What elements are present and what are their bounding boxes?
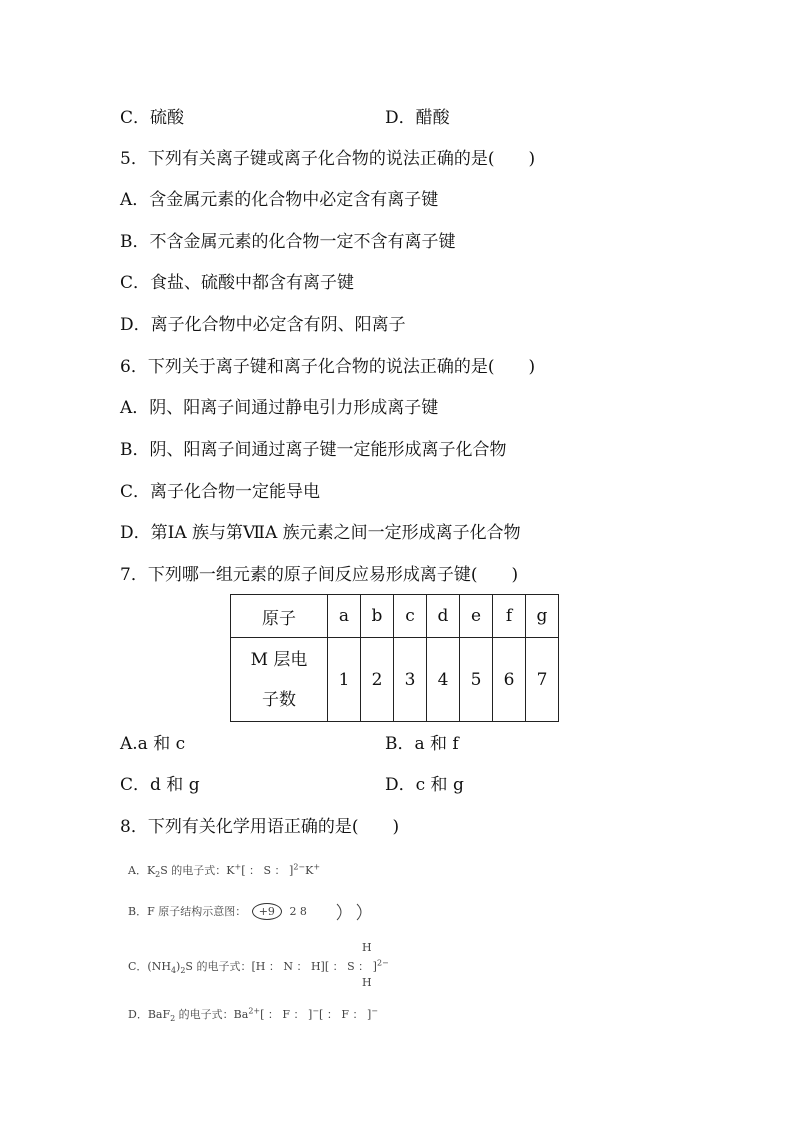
electron-cell: 5 [460,638,493,722]
q8-a-plus2: + [313,862,321,872]
q7-table [230,594,559,722]
q5-stem: 5．下列有关离子键或离子化合物的说法正确的是( ) [120,149,536,169]
q5-option-c: C．食盐、硫酸中都含有离子键 [120,273,355,293]
q8-a-plus1: + [234,862,242,872]
q8-c-h-top: H [362,941,372,954]
q8-b-shells: 2 8 [289,905,307,918]
q8-d-charge: 2+ [248,1006,261,1016]
q5-option-d: D．离子化合物中必定含有阴、阳离子 [120,315,406,335]
q8-b-shell-arcs [333,902,393,922]
q4-option-c: C．硫酸 [120,108,185,128]
q8-d-formula2: [ ： F ： ] [319,1008,372,1021]
q8-option-c [128,958,389,975]
q7-option-b: B．a 和 f [385,734,459,754]
q8-a-formula: [ ： S ： ] [241,864,294,877]
atom-cell: a [328,595,361,638]
q8-d-prefix: D．BaF [128,1008,171,1021]
table-row-label [231,638,328,722]
q7-option-a: A.a 和 c [120,734,186,754]
table-header-label: 原子 [231,595,328,638]
q8-d-minus1: − [312,1006,320,1016]
atom-cell: c [394,595,427,638]
q8-option-a [128,862,320,879]
electron-cell: 2 [361,638,394,722]
q8-c-sub: 4 [170,966,177,976]
q5-option-b: B．不含金属元素的化合物一定不含有离子键 [120,232,456,252]
electron-cell: 1 [328,638,361,722]
q8-c-prefix: C．(NH [128,960,171,973]
q8-c-h-bottom: H [362,976,372,989]
q4-option-d: D．醋酸 [385,108,450,128]
q6-option-b: B．阴、阳离子间通过离子键一定能形成离子化合物 [120,440,507,460]
electron-cell: 6 [493,638,526,722]
table-row [231,595,559,638]
q6-stem: 6．下列关于离子键和离子化合物的说法正确的是( ) [120,357,536,377]
q8-c-charge: 2− [376,958,389,968]
q8-c-tail: S 的电子式： [185,960,252,973]
q6-option-d: D．第ⅠA 族与第ⅦA 族元素之间一定形成离子化合物 [120,523,521,543]
q8-d-sub: 2 [170,1014,176,1024]
q6-option-c: C．离子化合物一定能导电 [120,482,321,502]
atom-cell: b [361,595,394,638]
q7-option-d: D．c 和 g [385,775,464,795]
q8-b-label: B．F 原子结构示意图： [128,905,247,918]
row-label-text: M 层电子数 [250,649,308,710]
q7-option-c: C．d 和 g [120,775,200,795]
q8-d-formula1: [ ： F ： ] [260,1008,313,1021]
q8-a-charge: 2− [293,862,306,872]
q8-a-sub: 2 [155,870,161,880]
q6-option-a: A．阴、阳离子间通过静电引力形成离子键 [120,398,439,418]
q8-a-tail: K [305,864,314,877]
q8-d-mid: 的电子式：Ba [175,1008,249,1021]
q8-c-formula: [H ： N ： H][ ： S ： ] [251,960,377,973]
atom-cell: g [526,595,559,638]
atom-cell: f [493,595,526,638]
q8-c-sub2: 2 [180,966,186,976]
electron-cell: 3 [394,638,427,722]
q8-b-nucleus: +9 [252,903,282,920]
q8-a-mid: S 的电子式：K [160,864,235,877]
q7-stem: 7．下列哪一组元素的原子间反应易形成离子键( ) [120,565,519,585]
q8-c-mid: ) [176,960,181,973]
electron-cell: 4 [427,638,460,722]
atom-cell: d [427,595,460,638]
table-row [231,638,559,722]
atom-cell: e [460,595,493,638]
q8-option-d [128,1006,378,1023]
electron-cell: 7 [526,638,559,722]
q5-option-a: A．含金属元素的化合物中必定含有离子键 [120,190,439,210]
q8-d-minus2: − [371,1006,378,1016]
q8-option-b [128,903,307,920]
q8-a-prefix: A．K [128,864,156,877]
q8-stem: 8．下列有关化学用语正确的是( ) [120,817,400,837]
